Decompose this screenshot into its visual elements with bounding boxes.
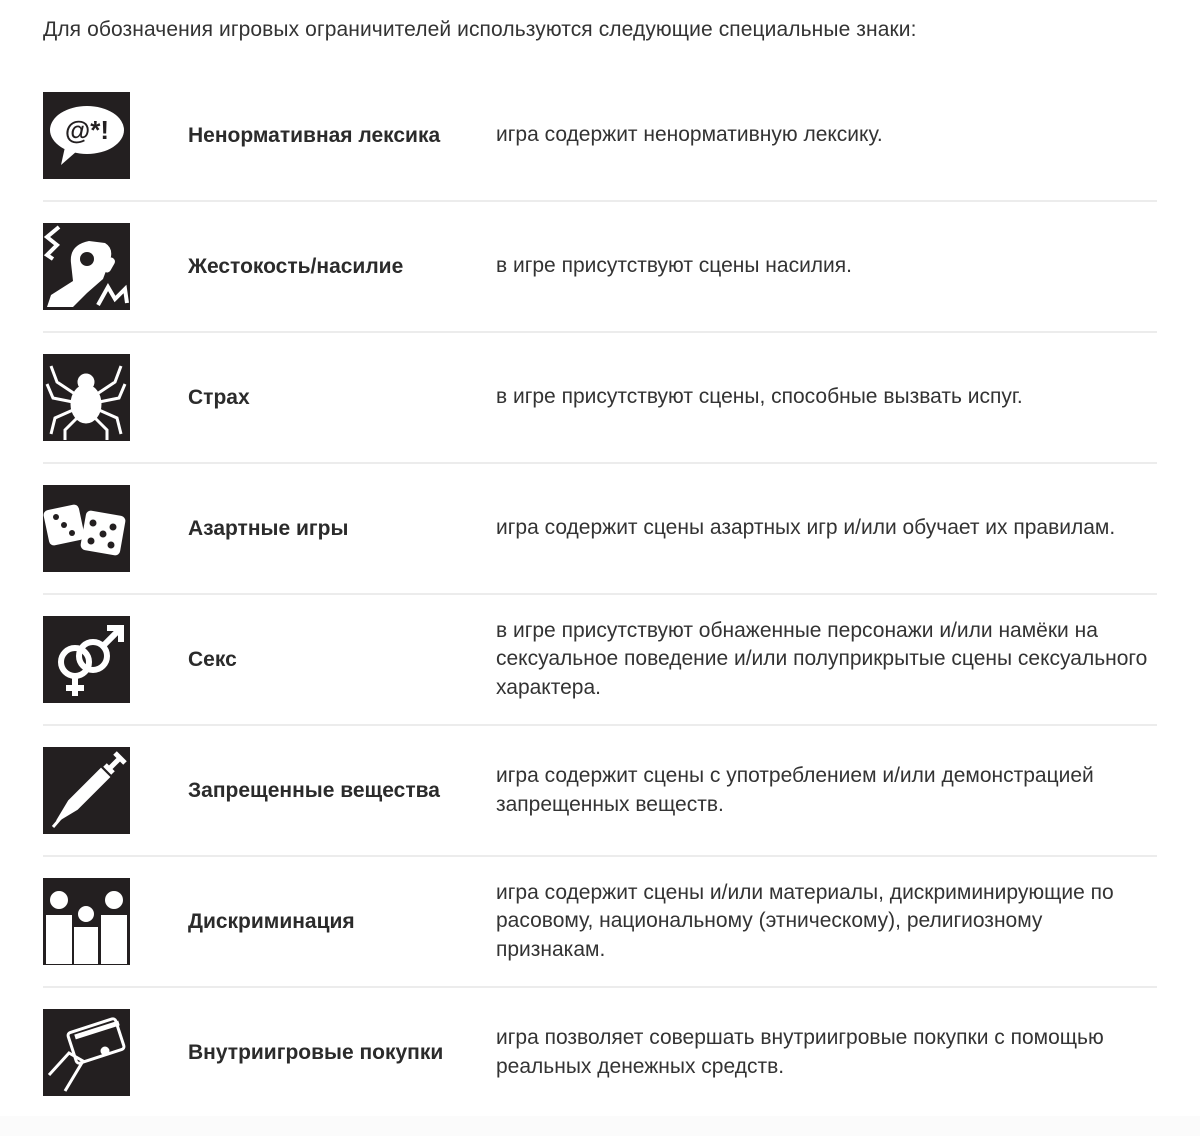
sign-description: игра содержит сцены азартных игр и/или обучает их правилам. (496, 516, 1116, 540)
syringe-icon (43, 747, 130, 834)
credit-card-hand-icon (43, 1009, 130, 1096)
sign-name: Секс (188, 647, 237, 671)
table-row (43, 71, 1157, 202)
table-row (43, 726, 1157, 857)
sign-description: игра содержит сцены с употреблением и/или демонстрацией запрещенных веществ. (496, 764, 1094, 816)
fist-violence-icon (43, 223, 130, 310)
table-row (43, 595, 1157, 726)
table-row (43, 202, 1157, 333)
sign-description: игра содержит ненормативную лексику. (496, 123, 883, 147)
sign-name: Ненормативная лексика (188, 123, 441, 147)
sign-name: Азартные игры (188, 516, 349, 540)
spider-icon (43, 354, 130, 441)
gender-symbols-icon (43, 616, 130, 703)
sign-name: Внутриигровые покупки (188, 1040, 444, 1064)
sign-description: в игре присутствуют обнаженные персонажи и/или намёки на сексуальное поведение и/или полуприкрытые сцены сексуального характера. (496, 618, 1148, 699)
sign-description: в игре присутствуют сцены насилия. (496, 254, 852, 278)
people-icon (43, 878, 130, 965)
table-row (43, 333, 1157, 464)
table-row (43, 857, 1157, 988)
sign-description: игра позволяет совершать внутриигровые покупки с помощью реальных денежных средств. (496, 1026, 1104, 1078)
rating-signs-table (43, 71, 1157, 1117)
table-row (43, 464, 1157, 595)
table-row (43, 988, 1157, 1117)
sign-description: игра содержит сцены и/или материалы, дискриминирующие по расовому, национальному (этническому), религиозному признакам. (496, 880, 1114, 961)
speech-bubble-profanity-icon (43, 92, 130, 179)
sign-name: Дискриминация (188, 909, 355, 933)
intro-text: Для обозначения игровых ограничителей используются следующие специальные знаки: (43, 18, 917, 41)
sign-name: Запрещенные вещества (188, 778, 440, 802)
icon-text: @*! (64, 115, 110, 145)
sign-name: Жестокость/насилие (188, 254, 404, 278)
sign-name: Страх (188, 385, 250, 409)
page-bottom-band (0, 1116, 1200, 1136)
dice-icon (43, 485, 130, 572)
sign-description: в игре присутствуют сцены, способные вызвать испуг. (496, 385, 1023, 409)
